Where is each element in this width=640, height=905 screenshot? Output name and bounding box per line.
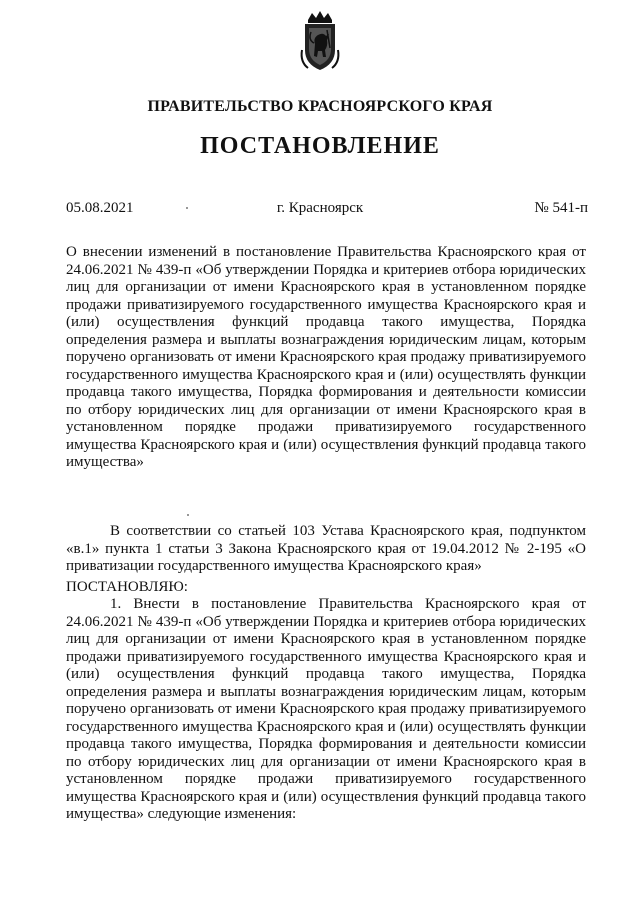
body-preamble: В соответствии со статьей 103 Устава Красноярского края, подпунктом «в.1» пункта 1 статьи 3 Закона Красноярского края от 19.04.2012 № 2-195 «О приватизации государственного имущества Красноярского края» — [66, 523, 586, 574]
decree-word: ПОСТАНОВЛЯЮ: — [66, 579, 188, 595]
document-city: г. Красноярск — [276, 200, 364, 216]
scan-speck — [186, 207, 188, 209]
document-number: № 541-п — [534, 200, 588, 216]
government-title: ПРАВИТЕЛЬСТВО КРАСНОЯРСКОГО КРАЯ — [147, 98, 493, 115]
document-subject: О внесении изменений в постановление Правительства Красноярского края от 24.06.2021 № 439-п «Об утверждении Порядка и критериев отбора юридических лиц для организации от имени Красноярского края в установленном порядке продажи приватизируемого государственного имущества Красноярского края и (или) осуществления функций продавца такого имущества, Порядка определения размера и выплаты вознаграждения юридическим лицам, которым поручено организовать от имени Красноярского края продажу приватизируемого государственного имущества Красноярского края и (или) осуществлять функции продавца такого имущества, Порядка формирования и деятельности комиссии по отбору юридических лиц для организации от имени Красноярского края в установленном порядке продажи приватизируемого государственного имущества Красноярского края и (или) осуществления функций продавца такого имущества» — [66, 244, 586, 470]
coat-of-arms-icon — [296, 10, 344, 74]
scan-speck — [187, 514, 189, 516]
document-date: 05.08.2021 — [66, 200, 134, 216]
document-type-title: ПОСТАНОВЛЕНИЕ — [200, 133, 440, 159]
body-item-1: 1. Внести в постановление Правительства Красноярского края от 24.06.2021 № 439-п «Об утверждении Порядка и критериев отбора юридических лиц для организации от имени Красноярского края в установленном порядке продажи приватизируемого государственного имущества Красноярского края и (или) осуществления функций продавца такого имущества, Порядка определения размера и выплаты вознаграждения юридическим лицам, которым поручено организовать от имени Красноярского края продажу приватизируемого государственного имущества Красноярского края и (или) осуществлять функции продавца такого имущества, Порядка формирования и деятельности комиссии по отбору юридических лиц для организации от имени Красноярского края в установленном порядке продажи приватизируемого государственного имущества Красноярского края и (или) осуществления функций продавца такого имущества» следующие изменения: — [66, 596, 586, 822]
